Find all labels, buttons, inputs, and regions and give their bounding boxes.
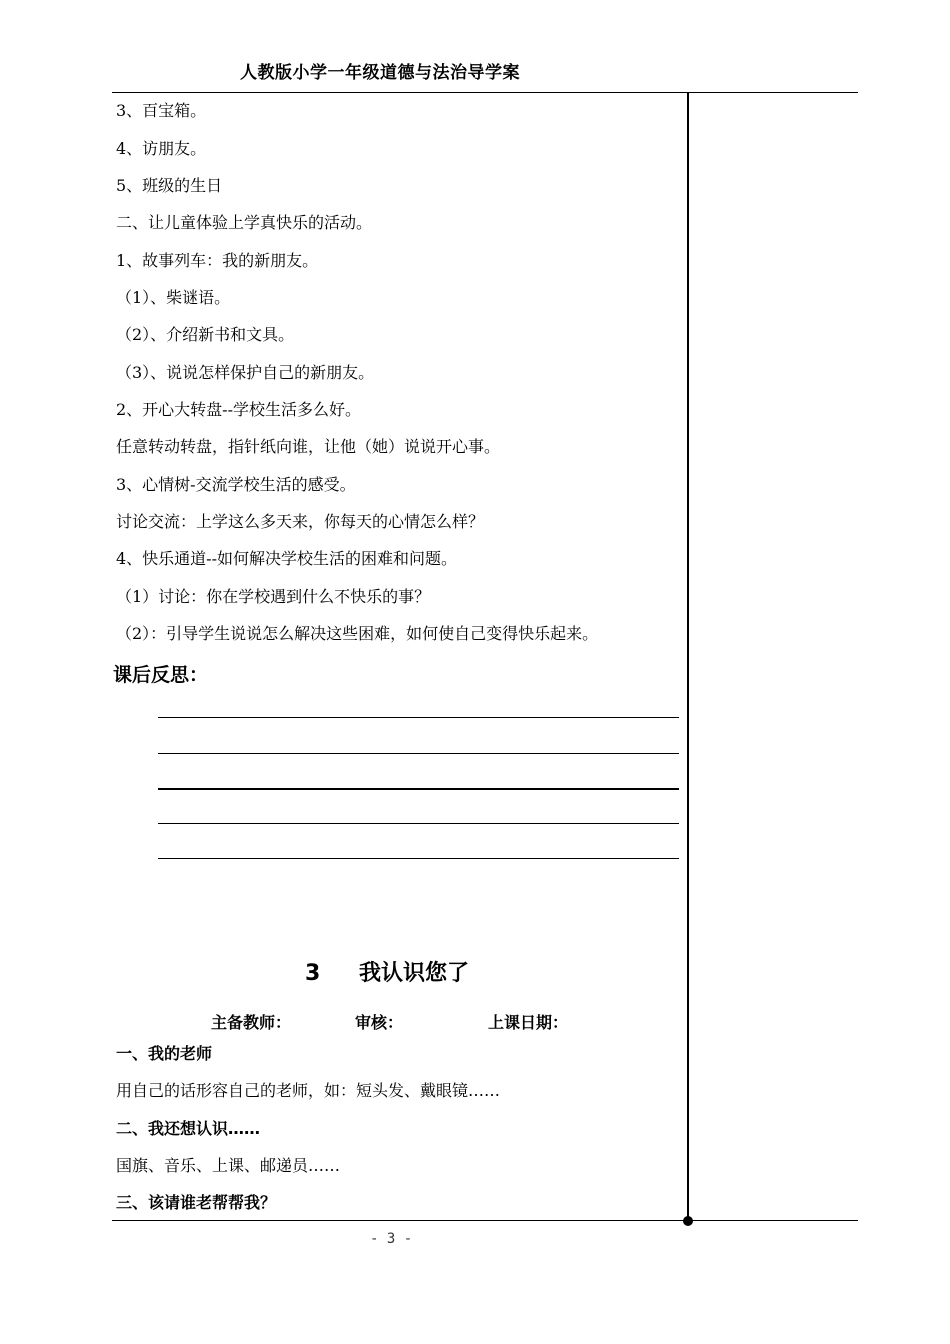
- body-line: （1）、柴谜语。: [116, 288, 231, 307]
- lesson-name: 我认识您了: [359, 961, 470, 986]
- writing-line: [158, 858, 679, 859]
- body-line: 4、快乐通道--如何解决学校生活的困难和问题。: [116, 549, 457, 568]
- body-line: 二、让儿童体验上学真快乐的活动。: [116, 213, 373, 232]
- lesson-number: 3: [305, 961, 321, 986]
- header-rule: [112, 92, 858, 93]
- writing-line: [158, 788, 679, 790]
- body-line: 3、百宝箱。: [116, 101, 207, 120]
- reflection-title: 课后反思：: [113, 664, 209, 686]
- body-line: 4、访朋友。: [116, 139, 207, 158]
- body-line: 3、心情树-交流学校生活的感受。: [116, 475, 356, 494]
- page-header-title: 人教版小学一年级道德与法治导学案: [240, 63, 520, 83]
- body-line: （2）、介绍新书和文具。: [116, 325, 295, 344]
- meta-teacher: 主备教师：: [211, 1013, 292, 1032]
- body-line: （1）讨论：你在学校遇到什么不快乐的事？: [116, 587, 431, 606]
- section-heading: 二、我还想认识……: [116, 1119, 261, 1138]
- section-text: 国旗、音乐、上课、邮递员……: [116, 1156, 341, 1175]
- margin-vertical-line: [687, 92, 689, 1222]
- writing-line: [158, 753, 679, 754]
- page-number: - 3 -: [370, 1231, 413, 1247]
- footer-rule: [112, 1220, 858, 1221]
- margin-line-end-dot: [683, 1216, 693, 1226]
- meta-date: 上课日期：: [488, 1013, 569, 1032]
- body-line: 2、开心大转盘--学校生活多么好。: [116, 400, 361, 419]
- lesson-title: [305, 956, 469, 987]
- writing-line: [158, 717, 679, 718]
- body-line: （2）：引导学生说说怎么解决这些困难，如何使自己变得快乐起来。: [116, 624, 599, 643]
- section-text: 用自己的话形容自己的老师，如：短头发、戴眼镜……: [116, 1081, 501, 1100]
- meta-review: 审核：: [355, 1013, 404, 1032]
- section-heading: 三、该请谁老帮帮我？: [116, 1193, 277, 1212]
- body-line: 1、故事列车：我的新朋友。: [116, 251, 319, 270]
- body-line: （3）、说说怎样保护自己的新朋友。: [116, 363, 375, 382]
- writing-line: [158, 823, 679, 824]
- section-heading: 一、我的老师: [116, 1044, 213, 1063]
- body-line: 任意转动转盘，指针纸向谁，让他（她）说说开心事。: [116, 437, 501, 456]
- body-line: 讨论交流：上学这么多天来，你每天的心情怎么样？: [116, 512, 485, 531]
- body-line: 5、班级的生日: [116, 176, 223, 195]
